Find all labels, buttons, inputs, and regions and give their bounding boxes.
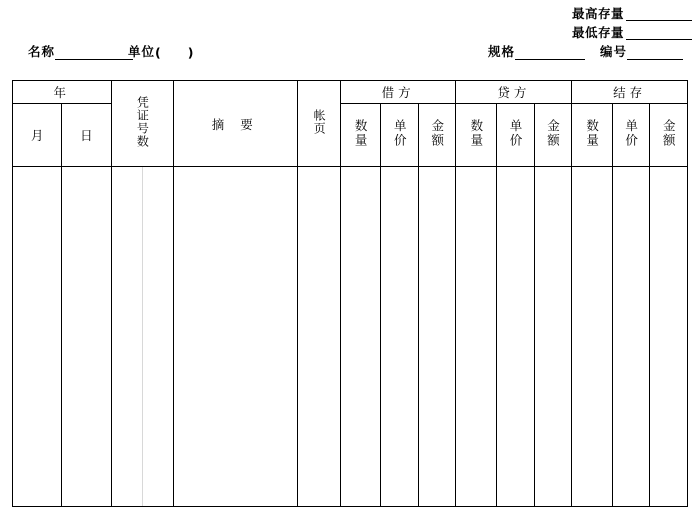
cell-credit-amount[interactable] [534, 167, 572, 507]
field-unit [128, 42, 194, 60]
table-header-group-row [13, 81, 688, 104]
cell-month[interactable] [13, 167, 62, 507]
field-code-input[interactable] [627, 46, 683, 60]
field-spec-label: 规格 [488, 44, 516, 59]
field-code-label: 编号 [600, 44, 628, 59]
header-balance-amount: 金额 [650, 104, 688, 167]
header-balance-quantity: 数量 [572, 104, 613, 167]
field-unit-label: 单位 [128, 44, 156, 59]
header-balance-unit-price: 单价 [612, 104, 649, 167]
header-debit-unit-price: 单价 [381, 104, 418, 167]
field-name-label: 名称 [28, 44, 56, 59]
field-unit-close-paren: ) [187, 45, 195, 60]
min-stock-row [472, 21, 692, 40]
field-name-input[interactable] [55, 46, 133, 60]
stock-limits-block [472, 2, 692, 40]
cell-balance-unit-price[interactable] [612, 167, 649, 507]
cell-voucher-number[interactable] [111, 167, 173, 507]
field-code [600, 42, 683, 60]
cell-balance-amount[interactable] [650, 167, 688, 507]
header-debit-group: 借方 [340, 81, 456, 104]
header-month: 月 [13, 104, 62, 167]
cell-debit-unit-price[interactable] [381, 167, 418, 507]
header-debit-amount: 金额 [418, 104, 456, 167]
table-row [13, 167, 688, 507]
header-debit-quantity: 数量 [340, 104, 381, 167]
header-summary: 摘 要 [173, 81, 297, 167]
cell-credit-unit-price[interactable] [497, 167, 534, 507]
header-fields [0, 42, 700, 64]
header-credit-amount: 金额 [534, 104, 572, 167]
max-stock-row [472, 2, 692, 21]
header-credit-unit-price: 单价 [497, 104, 534, 167]
max-stock-label: 最高存量 [571, 6, 624, 21]
cell-credit-quantity[interactable] [456, 167, 497, 507]
field-unit-open-paren: ( [155, 45, 162, 60]
cell-balance-quantity[interactable] [572, 167, 613, 507]
field-name [28, 42, 133, 60]
field-spec-input[interactable] [515, 46, 585, 60]
field-spec [488, 42, 585, 60]
header-day: 日 [62, 104, 111, 167]
ledger-table [12, 80, 688, 507]
cell-ledger-page[interactable] [297, 167, 340, 507]
cell-summary[interactable] [173, 167, 297, 507]
min-stock-label: 最低存量 [571, 25, 624, 40]
header-credit-quantity: 数量 [456, 104, 497, 167]
header-balance-group: 结存 [572, 81, 688, 104]
min-stock-input[interactable] [626, 25, 692, 40]
cell-day[interactable] [62, 167, 111, 507]
cell-debit-amount[interactable] [418, 167, 456, 507]
header-voucher-number: 凭证号数 [111, 81, 173, 167]
max-stock-input[interactable] [626, 6, 692, 21]
header-year-group: 年 [13, 81, 112, 104]
header-ledger-page: 帐页 [297, 81, 340, 167]
cell-debit-quantity[interactable] [340, 167, 381, 507]
header-credit-group: 贷方 [456, 81, 572, 104]
